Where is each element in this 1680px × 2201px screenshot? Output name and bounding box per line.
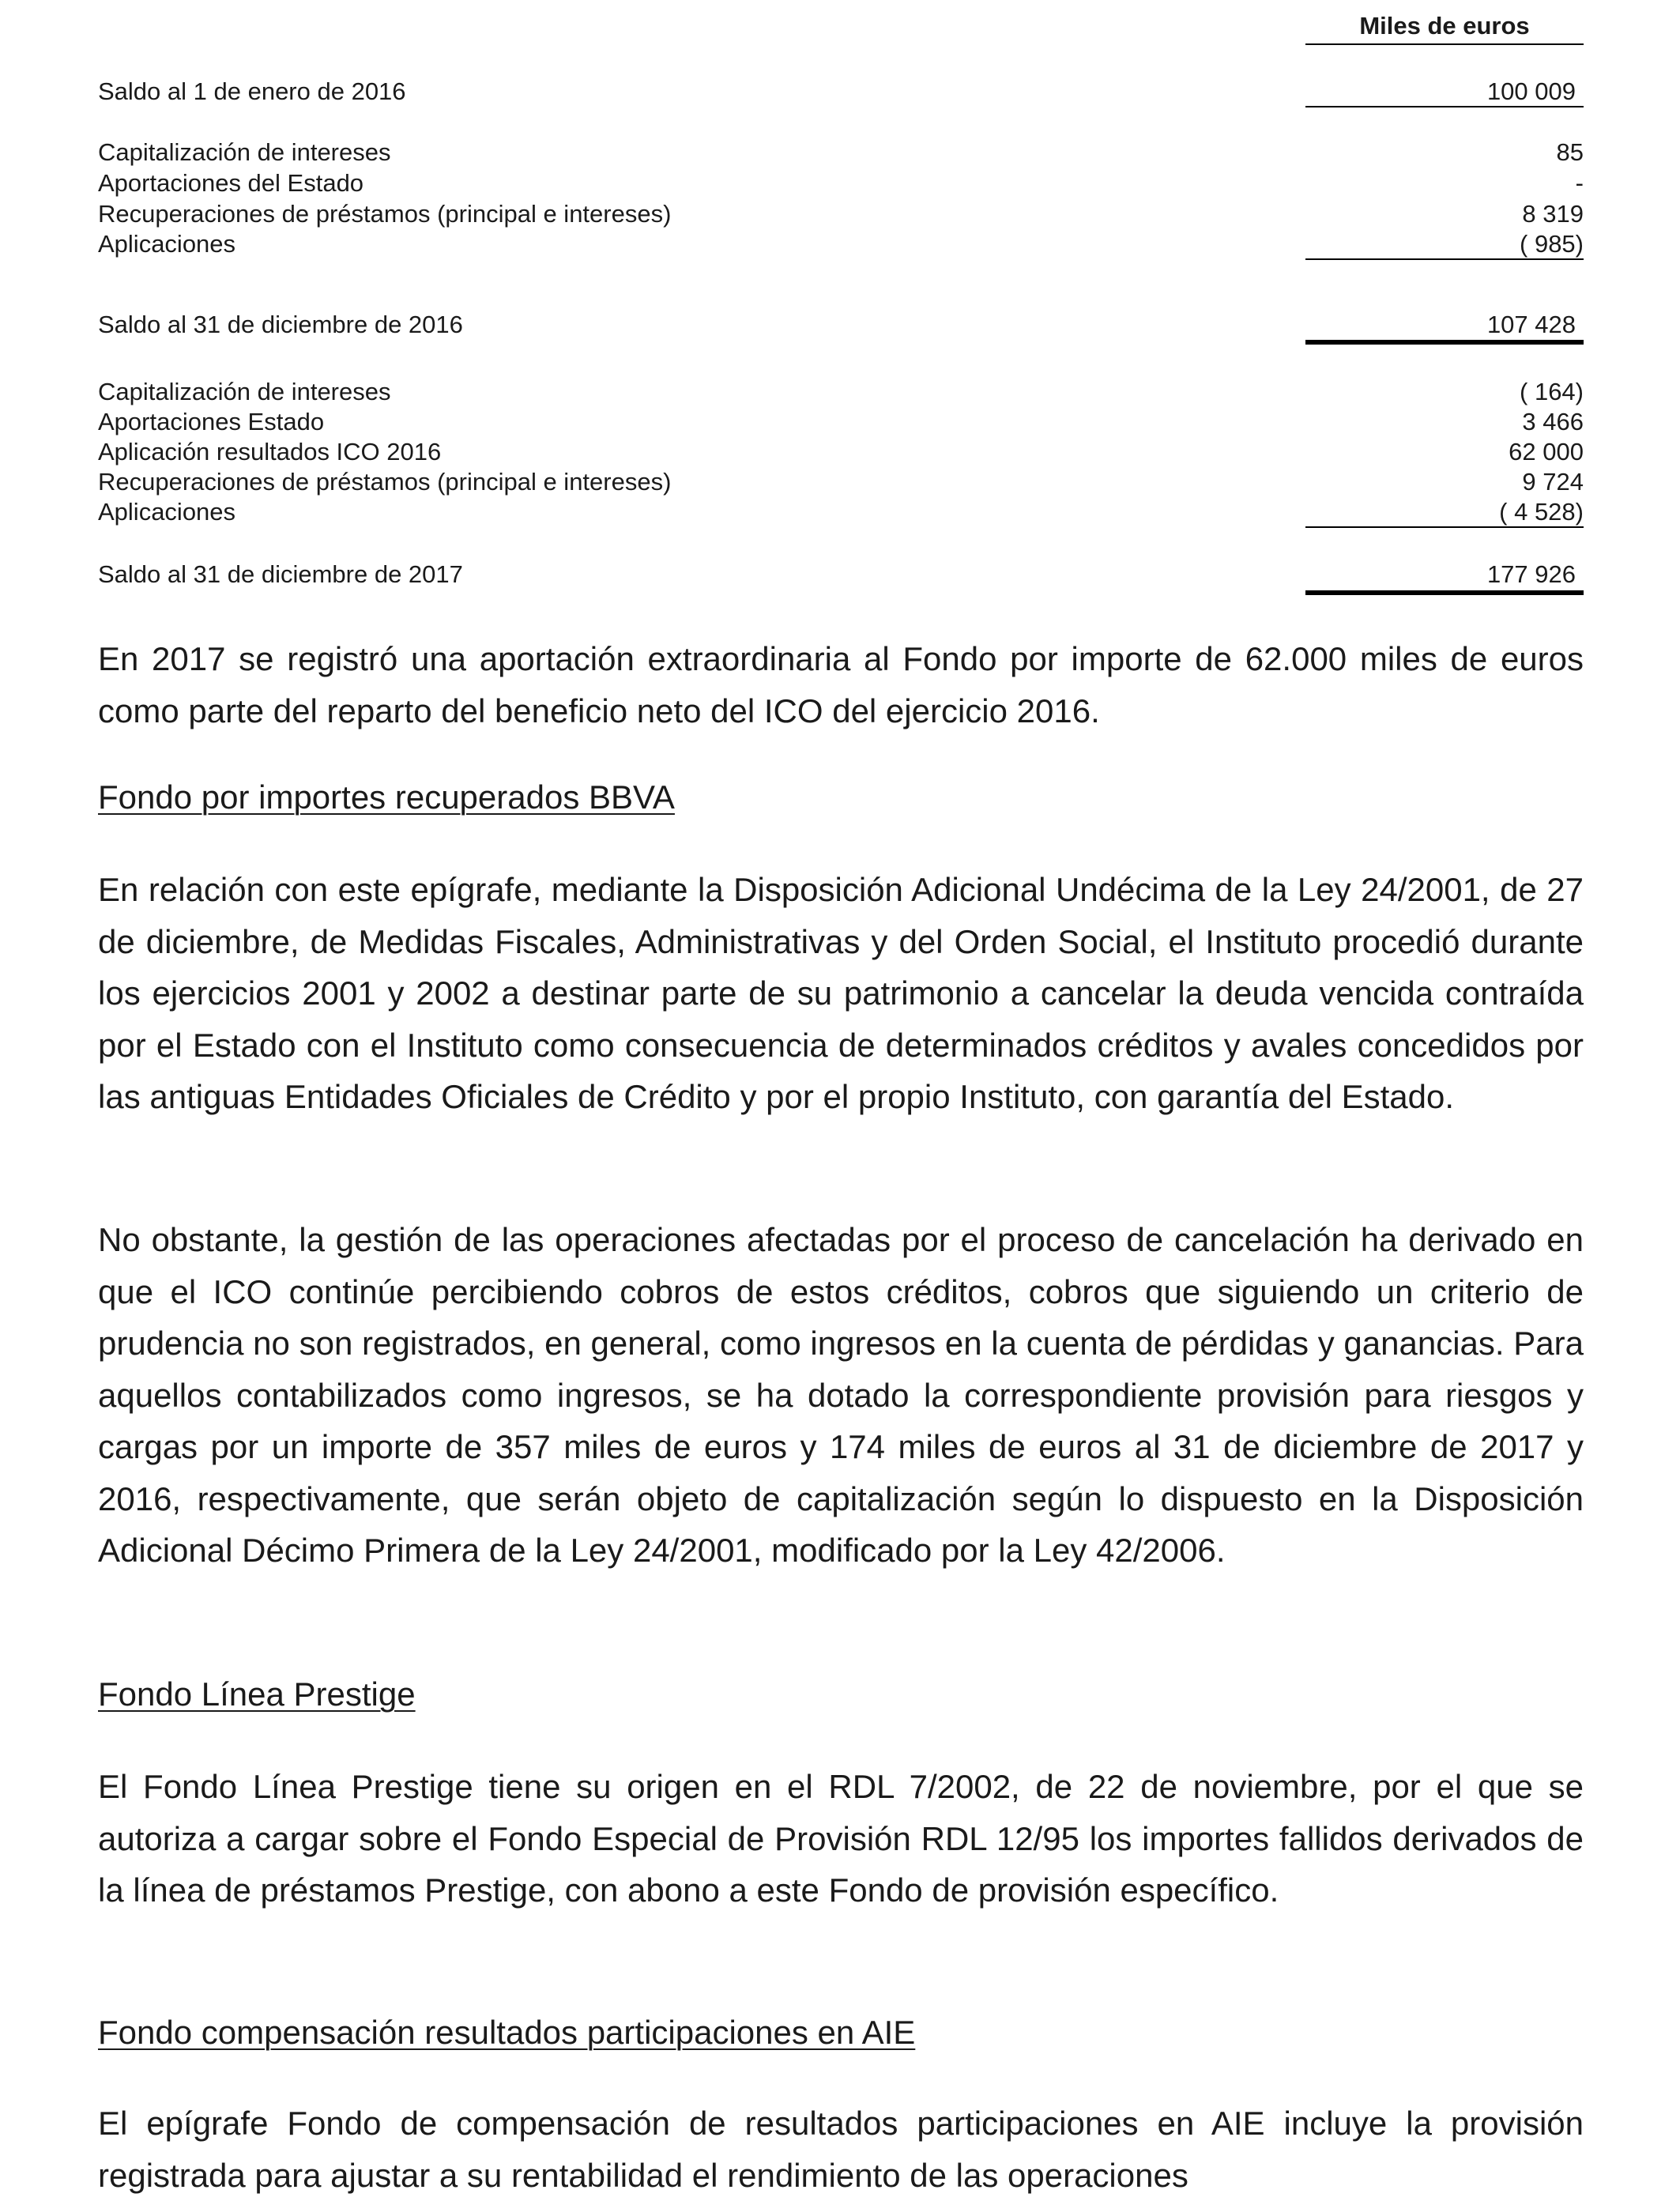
- row-value: 177 926: [1486, 560, 1576, 588]
- heading-fondo-prestige: Fondo Línea Prestige: [98, 1675, 416, 1713]
- table-row: [98, 138, 1584, 168]
- row-value: 62 000: [1509, 438, 1584, 465]
- row-label: Saldo al 1 de enero de 2016: [98, 77, 406, 105]
- row-label: Saldo al 31 de diciembre de 2016: [98, 311, 463, 338]
- row-label: Capitalización de intereses: [98, 138, 391, 166]
- subtotal-rule: [1305, 526, 1584, 528]
- paragraph-bbva-management: No obstante, la gestión de las operaciones afectadas por el proceso de cancelación ha derivado en que el ICO continúe percibiendo cobros de estos créditos, cobros que siguiendo un criterio de prudencia no son registrados, en general, como ingresos en la cuenta de pérdidas y ganancias. Para aquellos contabilizados como ingresos, se ha dotado la correspondiente provisión para riesgos y cargas por un importe de 357 miles de euros y 174 miles de euros al 31 de diciembre de 2017 y 2016, respectivamente, que serán objeto de capitalización según lo dispuesto en la Disposición Adicional Décimo Primera de la Ley 24/2001, modificado por la Ley 42/2006.: [98, 1221, 1584, 1569]
- table-row: [98, 310, 1584, 340]
- table-row: [98, 407, 1584, 437]
- row-label: Aportaciones del Estado: [98, 169, 364, 197]
- row-value: 3 466: [1522, 408, 1584, 435]
- subtotal-rule: [1305, 258, 1584, 260]
- row-value: 100 009: [1486, 77, 1576, 105]
- row-label: Capitalización de intereses: [98, 378, 391, 405]
- row-label: Aportaciones Estado: [98, 408, 325, 435]
- row-value: 8 319: [1522, 200, 1584, 228]
- row-value: 9 724: [1522, 468, 1584, 496]
- total-rule: [1305, 340, 1584, 345]
- row-value: 85: [1556, 138, 1584, 166]
- row-value: -: [1575, 169, 1584, 197]
- row-value: ( 985): [1520, 230, 1584, 258]
- paragraph-aie: El epígrafe Fondo de compensación de resultados participaciones en AIE incluye la provisión registrada para ajustar a su rentabilidad el rendimiento de las operaciones: [98, 2105, 1584, 2194]
- paragraph-prestige: El Fondo Línea Prestige tiene su origen en el RDL 7/2002, de 22 de noviembre, por el que se autoriza a cargar sobre el Fondo Especial de Provisión RDL 12/95 los importes fallidos derivados de la línea de préstamos Prestige, con abono a este Fondo de provisión específico.: [98, 1768, 1584, 1909]
- row-label: Recuperaciones de préstamos (principal e intereses): [98, 468, 672, 496]
- row-value: 107 428: [1486, 311, 1576, 338]
- total-rule: [1305, 590, 1584, 595]
- table-row: [98, 437, 1584, 467]
- table-row: [98, 168, 1584, 198]
- paragraph-extraordinary-contribution: En 2017 se registró una aportación extraordinaria al Fondo por importe de 62.000 miles de euros como parte del reparto del beneficio neto del ICO del ejercicio 2016.: [98, 640, 1584, 729]
- subtotal-rule: [1305, 106, 1584, 107]
- table-row: [98, 77, 1584, 107]
- table-row: [98, 497, 1584, 527]
- row-label: Aplicación resultados ICO 2016: [98, 438, 442, 465]
- row-label: Saldo al 31 de diciembre de 2017: [98, 560, 463, 588]
- table-row: [98, 229, 1584, 259]
- header-underline: [1305, 43, 1584, 45]
- row-label: Aplicaciones: [98, 230, 236, 258]
- heading-fondo-bbva: Fondo por importes recuperados BBVA: [98, 778, 675, 816]
- table-row: [98, 199, 1584, 229]
- row-label: Recuperaciones de préstamos (principal e intereses): [98, 200, 672, 228]
- table-column-header: Miles de euros: [1359, 12, 1530, 40]
- row-label: Aplicaciones: [98, 498, 236, 526]
- row-value: ( 4 528): [1499, 498, 1584, 526]
- row-value: ( 164): [1520, 378, 1584, 405]
- table-row: [98, 377, 1584, 407]
- heading-fondo-aie: Fondo compensación resultados participaciones en AIE: [98, 2014, 916, 2051]
- table-row: [98, 467, 1584, 497]
- paragraph-bbva-origin: En relación con este epígrafe, mediante la Disposición Adicional Undécima de la Ley 24/2001, de 27 de diciembre, de Medidas Fiscales, Administrativas y del Orden Social, el Instituto procedió durante los ejercicios 2001 y 2002 a destinar parte de su patrimonio a cancelar la deuda vencida contraída por el Estado con el Instituto como consecuencia de determinados créditos y avales concedidos por las antiguas Entidades Oficiales de Crédito y por el propio Instituto, con garantía del Estado.: [98, 871, 1584, 1115]
- table-row: [98, 560, 1584, 590]
